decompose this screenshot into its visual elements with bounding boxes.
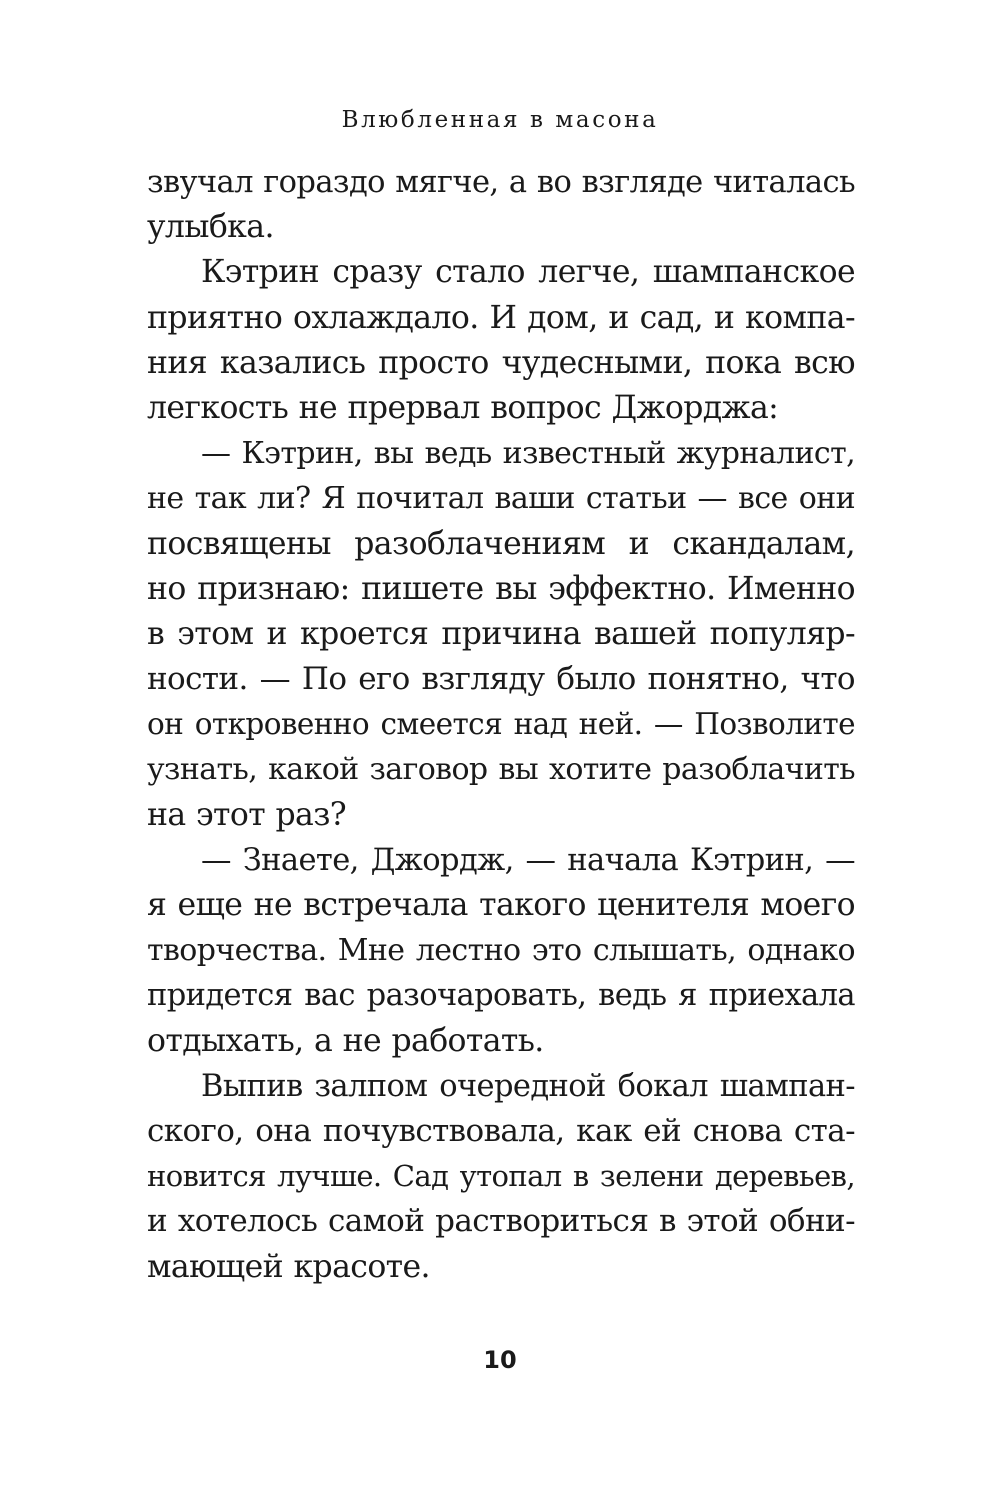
text-line: ского, она почувствовала, как ей снова ста- — [147, 1112, 855, 1149]
text-line: я еще не встречала такого ценителя моего — [147, 887, 855, 923]
running-title: Влюбленная в масона — [341, 107, 659, 133]
page-number: 10 — [483, 1346, 517, 1374]
text-line: но признаю: пишете вы эффектно. Именно — [147, 570, 855, 607]
text-line: легкость не прервал вопрос Джорджа: — [147, 389, 779, 426]
text-line: посвящены разоблачениям и скандалам, — [147, 525, 855, 562]
text-line: не так ли? Я почитал ваши статьи — все они — [147, 481, 855, 517]
text-line: новится лучше. Сад утопал в зелени деревьев, — [147, 1159, 855, 1194]
text-line: ности. — По его взгляду было понятно, что — [147, 661, 855, 698]
text-line: приятно охлаждало. И дом, и сад, и компа- — [147, 299, 855, 336]
text-line: и хотелось самой раствориться в этой обни- — [147, 1203, 855, 1240]
text-line: узнать, какой заговор вы хотите разоблачить — [147, 752, 855, 788]
page-body — [147, 160, 855, 1290]
text-line: — Кэтрин, вы ведь известный журналист, — [201, 436, 855, 472]
text-line: на этот раз? — [147, 796, 347, 833]
text-line: творчества. Мне лестно это слышать, однако — [147, 933, 855, 969]
text-line: он откровенно смеется над ней. — Позволите — [147, 707, 855, 742]
text-line: в этом и кроется причина вашей популяр- — [147, 615, 855, 652]
text-line: звучал гораздо мягче, а во взгляде читалась — [147, 165, 855, 200]
text-line: улыбка. — [147, 209, 274, 246]
text-line: Выпив залпом очередной бокал шампан- — [201, 1068, 855, 1104]
text-line: — Знаете, Джордж, — начала Кэтрин, — — [201, 842, 855, 878]
text-line: отдыхать, а не работать. — [147, 1022, 544, 1059]
text-line: ния казались просто чудесными, пока всю — [147, 344, 855, 381]
text-line: придется вас разочаровать, ведь я приехала — [147, 978, 855, 1014]
text-line: мающей красоте. — [147, 1248, 430, 1285]
text-line: Кэтрин сразу стало легче, шампанское — [201, 254, 855, 291]
